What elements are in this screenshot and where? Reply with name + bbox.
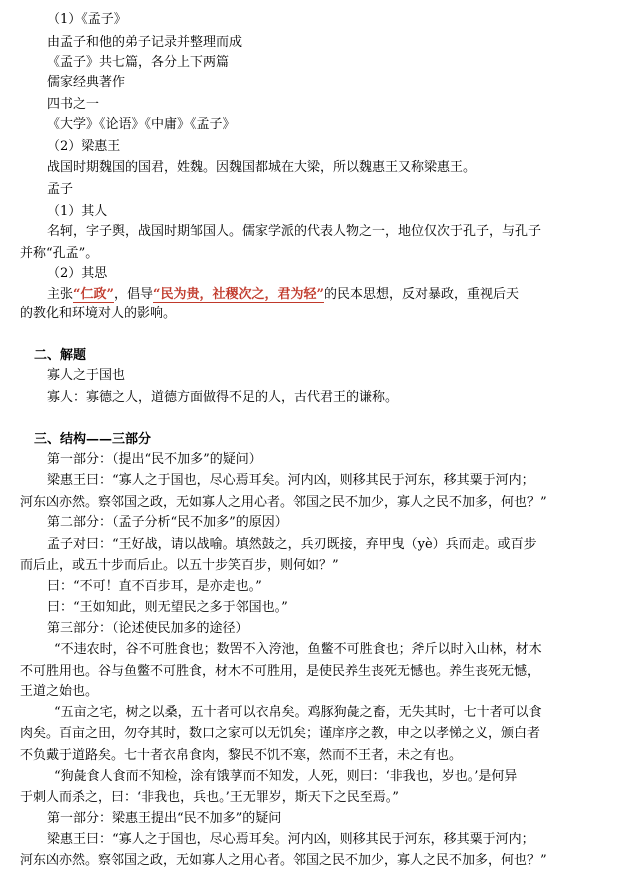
text-line: 名轲，字子舆，战国时期邹国人。儒家学派的代表人物之一，地位仅次于孔子，与孔子 bbox=[47, 224, 542, 239]
text-line: 由孟子和他的弟子记录并整理而成 bbox=[47, 35, 243, 50]
text-line: 河东凶亦然。察邻国之政，无如寡人之用心者。邻国之民不加少，寡人之民不加多，何也？” bbox=[20, 495, 547, 510]
text-line: 第三部分：（论述使民加多的途径） bbox=[47, 621, 249, 636]
text-line: 的教化和环境对人的影响。 bbox=[20, 306, 177, 321]
text-span: ，倡导 bbox=[113, 287, 153, 302]
text-span: 的民本思想，反对暴政，重视后天 bbox=[323, 287, 519, 302]
highlight-ren-zheng: “仁政” bbox=[73, 287, 114, 302]
text-line: 于刺人而杀之，曰：‘非我也，兵也。’王无罪岁，斯天下之民至焉。” bbox=[20, 790, 399, 805]
text-line: 而后止，或五十步而后止。以五十步笑百步，则何如？” bbox=[20, 558, 339, 573]
text-line: 第二部分：（孟子分析“民不加多”的原因） bbox=[47, 515, 288, 530]
text-line: “不违农时，谷不可胜食也；数罟不入洿池，鱼鳖不可胜食也；斧斤以时入山林，材木 bbox=[54, 642, 542, 657]
text-line: 第一部分：（提出“民不加多”的疑问） bbox=[47, 452, 262, 467]
text-line: 儒家经典著作 bbox=[47, 75, 126, 90]
subheading-person: （1）其人 bbox=[47, 204, 108, 219]
text-line: “五亩之宅，树之以桑，五十者可以衣帛矣。鸡豚狗彘之畜，无失其时，七十者可以食 bbox=[54, 705, 542, 720]
text-line-emphasis bbox=[47, 285, 626, 305]
section-heading-2: 二、解题 bbox=[34, 348, 87, 363]
text-line: 《孟子》共七篇，各分上下两篇 bbox=[47, 55, 230, 70]
text-line: 河东凶亦然。察邻国之政，无如寡人之用心者。邻国之民不加少，寡人之民不加多，何也？” bbox=[20, 853, 547, 868]
text-line: 梁惠王曰：“寡人之于国也，尽心焉耳矣。河内凶，则移其民于河东，移其粟于河内； bbox=[47, 832, 535, 847]
text-line: 王道之始也。 bbox=[20, 684, 99, 699]
text-line: 曰：“不可！直不百步耳，是亦走也。” bbox=[47, 579, 262, 594]
text-line: 梁惠王曰：“寡人之于国也，尽心焉耳矣。河内凶，则移其民于河东，移其粟于河内； bbox=[47, 473, 535, 488]
text-line: 不负戴于道路矣。七十者衣帛食肉，黎民不饥不寒，然而不王者，未之有也。 bbox=[20, 748, 463, 763]
subheading-liang-hui-wang: （2）梁惠王 bbox=[47, 139, 121, 154]
subheading-thought: （2）其思 bbox=[47, 266, 108, 281]
text-line: 寡人之于国也 bbox=[47, 368, 126, 383]
text-line: 不可胜用也。谷与鱼鳖不可胜食，材木不可胜用，是使民养生丧死无憾也。养生丧死无憾， bbox=[20, 664, 541, 679]
text-line: 并称“孔孟”。 bbox=[20, 246, 99, 261]
text-line: 寡人：寡德之人，道德方面做得不足的人，古代君王的谦称。 bbox=[47, 390, 399, 405]
text-line: 孟子对曰：“王好战，请以战喻。填然鼓之，兵刃既接，弃甲曳（yè）兵而走。或百步 bbox=[47, 537, 537, 552]
text-span: 主张 bbox=[47, 287, 74, 302]
text-line: 肉矣。百亩之田，勿夺其时，数口之家可以无饥矣；谨庠序之教，申之以孝悌之义，颁白者 bbox=[20, 726, 541, 741]
subheading-mengzi-book: （1）《孟子》 bbox=[47, 12, 127, 27]
text-line: 第一部分：梁惠王提出“民不加多”的疑问 bbox=[47, 811, 282, 826]
text-line: 四书之一 bbox=[47, 97, 100, 112]
highlight-min-wei-gui: “民为贵，社稷次之，君为轻” bbox=[153, 287, 324, 302]
text-line: 战国时期魏国的国君，姓魏。因魏国都城在大梁，所以魏惠王又称梁惠王。 bbox=[47, 160, 477, 175]
subheading-mengzi: 孟子 bbox=[47, 182, 74, 197]
text-line: 曰：“王如知此，则无望民之多于邻国也。” bbox=[47, 600, 288, 615]
section-heading-3: 三、结构——三部分 bbox=[34, 432, 152, 447]
text-line: “狗彘食人食而不知检，涂有饿莩而不知发，人死，则曰：‘非我也，岁也。’是何异 bbox=[54, 769, 518, 784]
text-line: 《大学》《论语》《中庸》《孟子》 bbox=[47, 117, 236, 132]
